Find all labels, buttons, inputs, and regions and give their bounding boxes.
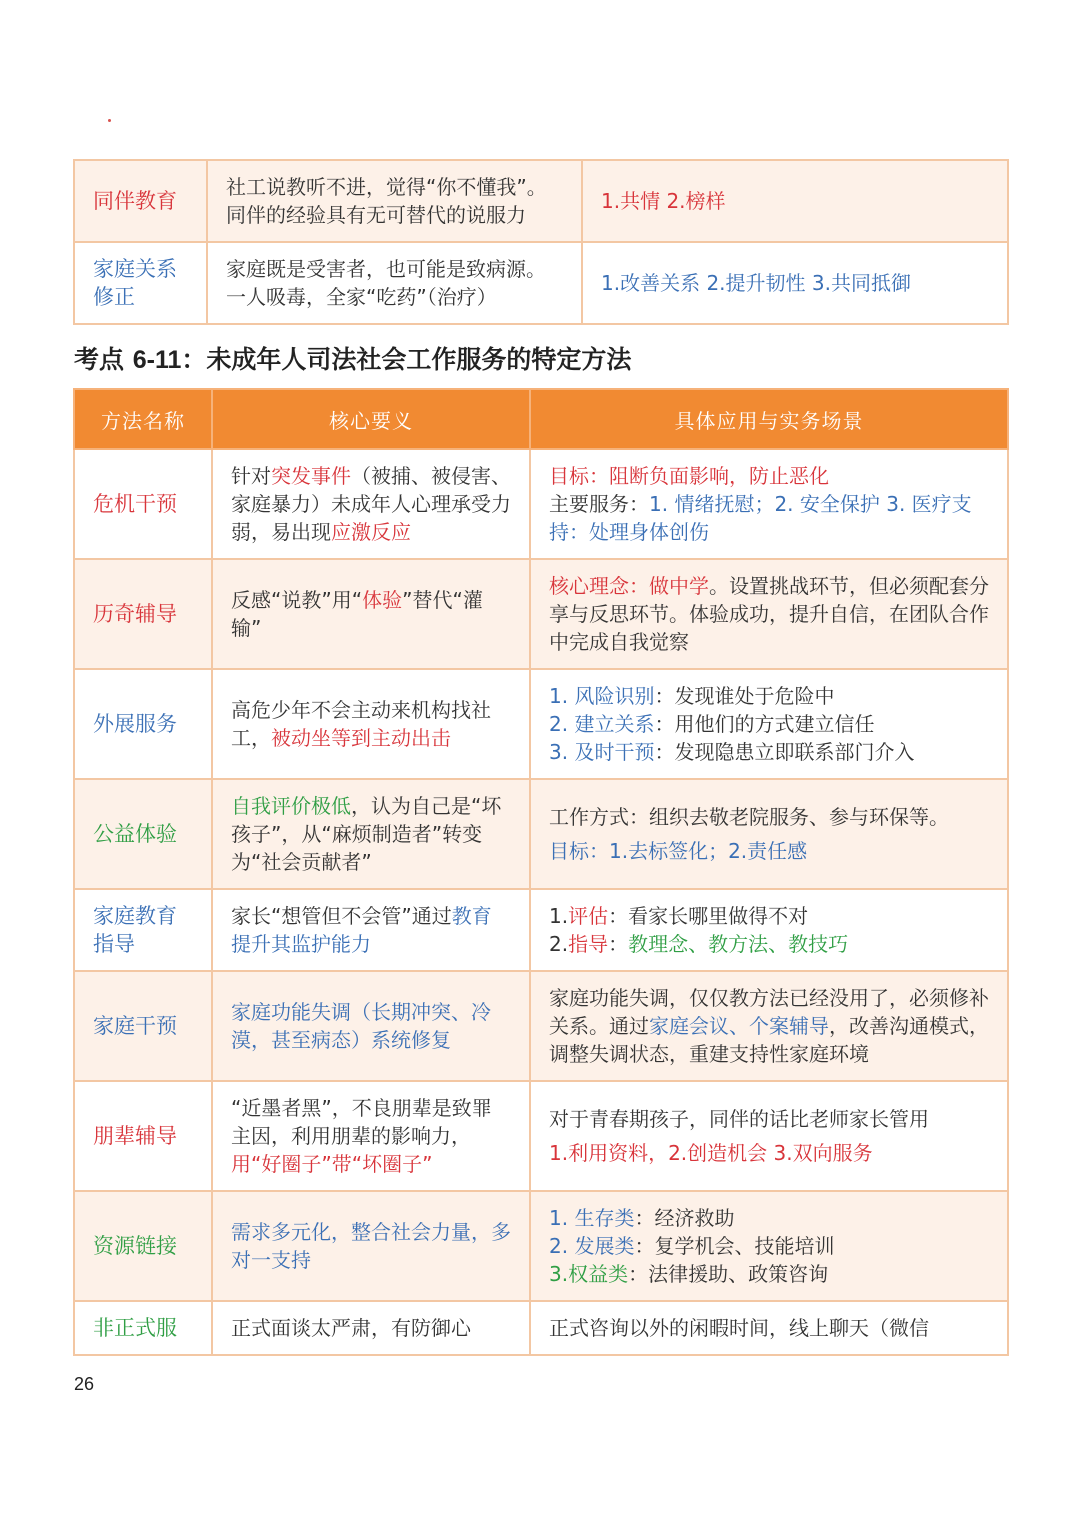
step-label: 3.权益类 <box>549 1262 629 1286</box>
column-header-core-meaning: 核心要义 <box>212 389 530 449</box>
highlight-text: 自我评价极低 <box>231 794 351 818</box>
method-points: 1.改善关系 2.提升韧性 3.共同抵御 <box>582 242 1008 324</box>
table-row <box>74 449 1008 559</box>
highlight-text: 教育提升其监护能力 <box>231 904 492 956</box>
section-heading <box>74 340 631 376</box>
column-header-method-name: 方法名称 <box>74 389 212 449</box>
step-label: 2. 发展类 <box>549 1234 635 1258</box>
application-cell <box>530 779 1008 889</box>
application-goal: 目标：1.去标签化；2.责任感 <box>549 839 808 863</box>
core-meaning-cell <box>212 669 530 779</box>
page-number: 26 <box>74 1374 95 1394</box>
application-cell <box>530 1191 1008 1301</box>
method-name-line: 指导 <box>93 932 135 956</box>
method-description <box>207 160 582 242</box>
step-text: ：发现隐患立即联系部门介入 <box>654 740 915 764</box>
method-name-line: 家庭关系 <box>93 257 177 281</box>
core-meaning-cell <box>212 449 530 559</box>
method-name: 朋辈辅导 <box>74 1081 212 1191</box>
application-step <box>549 738 989 766</box>
heading-title: ：未成年人司法社会工作服务的特定方法 <box>181 345 632 374</box>
table-row <box>74 971 1008 1081</box>
step-text: ：经济救助 <box>634 1206 735 1230</box>
step-label: 3. 及时干预 <box>549 740 655 764</box>
step-text: ：复学机会、技能培训 <box>634 1234 835 1258</box>
text-run: 针对 <box>231 464 271 488</box>
application-step <box>549 902 989 930</box>
step-label: 评估 <box>568 904 609 928</box>
application-cell: 正式咨询以外的闲暇时间，线上聊天（微信 <box>530 1301 1008 1355</box>
application-step <box>549 1232 989 1260</box>
core-meaning-cell: 正式面谈太严肃，有防御心 <box>212 1301 530 1355</box>
description-line: 一人吸毒，全家“吃药”（治疗） <box>226 285 497 309</box>
table-header-row <box>74 389 1008 449</box>
text-run: 家庭功能失调，仅仅教方法已经没用了，必须修补关系。通过 <box>549 986 989 1038</box>
description-line: 社工说教听不进，觉得“你不懂我”。 <box>226 175 547 199</box>
application-step <box>549 1204 989 1232</box>
core-meaning-cell: 家庭功能失调（长期冲突、冷漠，甚至病态）系统修复 <box>212 971 530 1081</box>
application-goal: 目标：阻断负面影响，防止恶化 <box>549 464 829 488</box>
highlight-text: 应激反应 <box>331 520 411 544</box>
table-row <box>74 242 1008 324</box>
application-cell <box>530 449 1008 559</box>
highlight-text: 被动坐等到主动出击 <box>271 726 451 750</box>
application-text: 对于青春期孩子，同伴的话比老师家长管用 <box>549 1107 929 1131</box>
text-run: “近墨者黑”，不良朋辈是致罪主因，利用朋辈的影响力， <box>231 1096 492 1148</box>
core-meaning-cell <box>212 1081 530 1191</box>
text-run: 主要服务： <box>549 492 649 516</box>
method-name <box>74 889 212 971</box>
method-name: 家庭干预 <box>74 971 212 1081</box>
step-number: 1. <box>549 904 569 928</box>
highlight-text: 突发事件 <box>271 464 351 488</box>
highlight-text: 家庭会议、个案辅导 <box>649 1014 829 1038</box>
application-method: 工作方式：组织去敬老院服务、参与环保等。 <box>549 805 949 829</box>
method-name-line: 家庭教育 <box>93 904 177 928</box>
method-name: 外展服务 <box>74 669 212 779</box>
juvenile-justice-methods-table <box>73 388 1009 1356</box>
text-run: 高危少年不会主动来机构找社工， <box>231 698 491 750</box>
table-row <box>74 1191 1008 1301</box>
application-cell <box>530 559 1008 669</box>
text-run: ，改善沟通模式，调整失调状态，重建支持性家庭环境 <box>549 1014 989 1066</box>
application-services <box>549 490 989 546</box>
step-text: ： <box>608 932 629 956</box>
step-text: ：法律援助、政策咨询 <box>628 1262 829 1286</box>
table-row <box>74 779 1008 889</box>
highlight-text: 体验 <box>362 588 403 612</box>
text-run: （被捕、被侵害、家庭暴力）未成年人心理承受力弱，易出现 <box>231 464 511 544</box>
heading-number: 6-11 <box>132 346 182 374</box>
highlight-text: 1. 情绪抚慰；2. 安全保护 3. 医疗支持：处理身体创伤 <box>549 492 972 544</box>
method-name: 历奇辅导 <box>74 559 212 669</box>
highlight-text: 核心理念：做中学 <box>549 574 709 598</box>
method-name: 同伴教育 <box>74 160 207 242</box>
core-meaning-cell <box>212 889 530 971</box>
table-row <box>74 1081 1008 1191</box>
method-name: 危机干预 <box>74 449 212 559</box>
text-run: 反感“说教”用“ <box>231 588 363 612</box>
application-cell <box>530 889 1008 971</box>
method-name <box>74 242 207 324</box>
core-meaning-cell <box>212 779 530 889</box>
application-step <box>549 1260 989 1288</box>
method-name: 非正式服 <box>74 1301 212 1355</box>
step-label: 指导 <box>568 932 609 956</box>
step-label: 1. 生存类 <box>549 1206 635 1230</box>
text-run: 家长“想管但不会管”通过 <box>231 904 452 928</box>
step-number: 2. <box>549 932 569 956</box>
method-name: 资源链接 <box>74 1191 212 1301</box>
application-cell <box>530 971 1008 1081</box>
table-row <box>74 669 1008 779</box>
column-header-application: 具体应用与实务场景 <box>530 389 1008 449</box>
method-name-line: 修正 <box>93 285 135 309</box>
application-points: 1.利用资料，2.创造机会 3.双向服务 <box>549 1141 873 1165</box>
highlight-text: 教理念、教方法、教技巧 <box>628 932 849 956</box>
application-step <box>549 930 989 958</box>
application-step <box>549 682 989 710</box>
table-row <box>74 889 1008 971</box>
text-run: 。设置挑战环节，但必须配套分享与反思环节。体验成功，提升自信，在团队合作中完成自我觉察 <box>549 574 989 654</box>
table-row <box>74 160 1008 242</box>
highlight-text: 用“好圈子”带“坏圈子” <box>231 1152 433 1176</box>
core-meaning-cell: 需求多元化，整合社会力量，多对一支持 <box>212 1191 530 1301</box>
decorative-dot <box>108 119 111 122</box>
text-run: ”替代“灌输” <box>231 588 483 640</box>
step-text: ：发现谁处于危险中 <box>654 684 835 708</box>
heading-prefix: 考点 <box>74 345 133 374</box>
table-row <box>74 559 1008 669</box>
method-description <box>207 242 582 324</box>
step-text: ：看家长哪里做得不对 <box>608 904 809 928</box>
description-line: 家庭既是受害者，也可能是致病源。 <box>226 257 546 281</box>
table-row <box>74 1301 1008 1355</box>
core-meaning-cell <box>212 559 530 669</box>
application-cell <box>530 1081 1008 1191</box>
method-points: 1.共情 2.榜样 <box>582 160 1008 242</box>
method-name: 公益体验 <box>74 779 212 889</box>
step-label: 2. 建立关系 <box>549 712 655 736</box>
text-run: ，认为自己是“坏孩子”，从“麻烦制造者”转变为“社会贡献者” <box>231 794 502 874</box>
description-line: 同伴的经验具有无可替代的说服力 <box>226 203 526 227</box>
continued-methods-table <box>73 159 1009 325</box>
step-label: 1. 风险识别 <box>549 684 655 708</box>
application-cell <box>530 669 1008 779</box>
application-step <box>549 710 989 738</box>
step-text: ：用他们的方式建立信任 <box>654 712 875 736</box>
